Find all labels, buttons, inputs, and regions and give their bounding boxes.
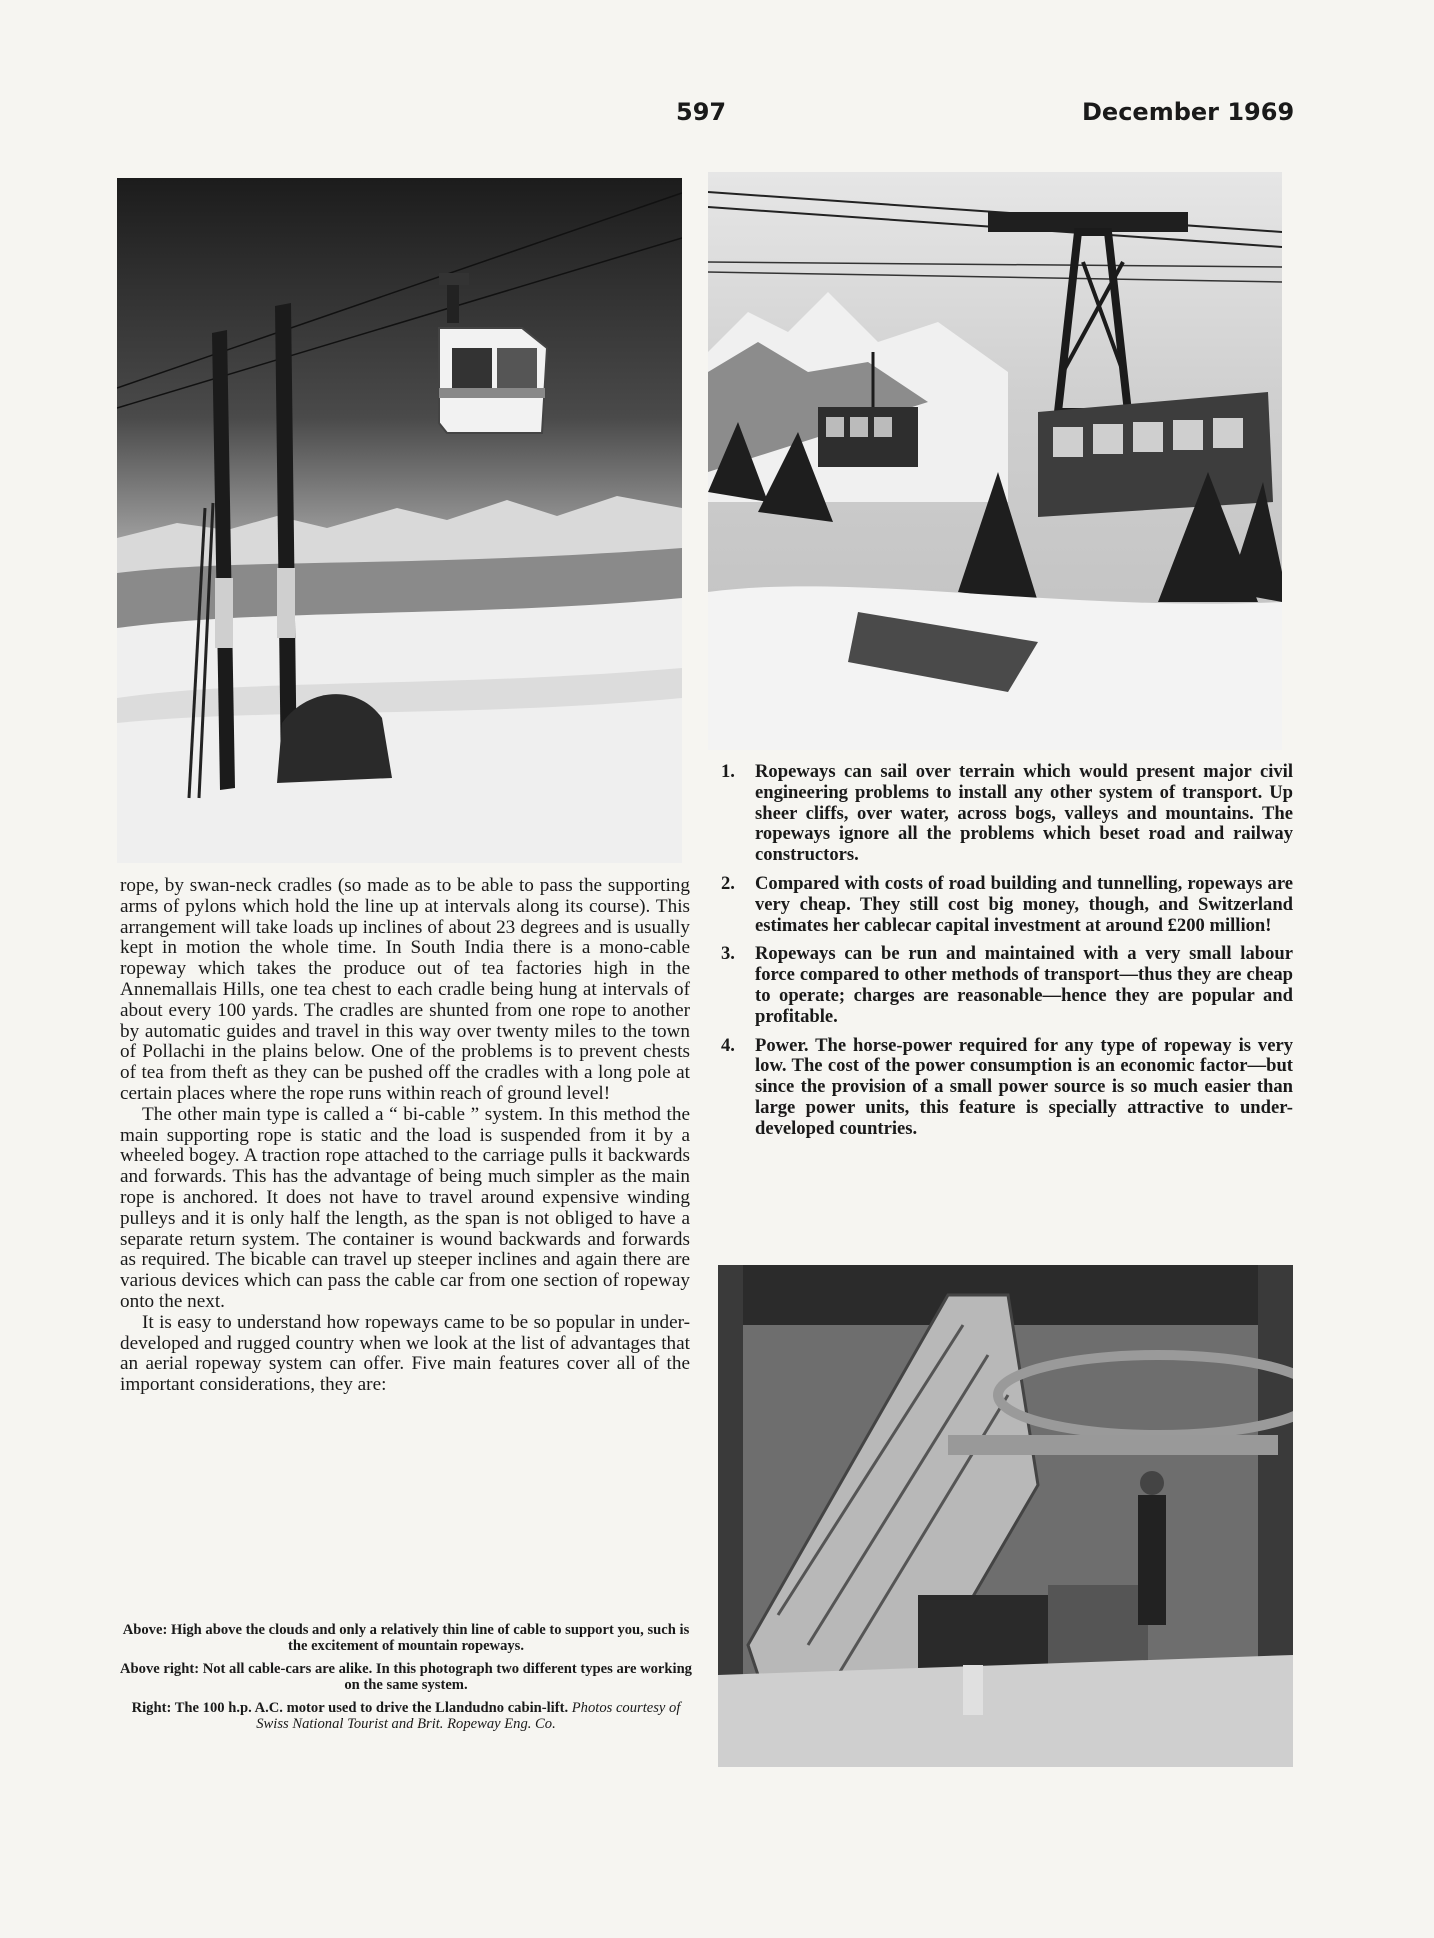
photo-captions	[120, 1622, 692, 1739]
caption-right: Right: The 100 h.p. A.C. motor used to drive the Llandudno cabin-lift. Photos courtesy of Swiss National Tourist and Brit. Ropeway Eng. Co.	[131, 1700, 681, 1732]
list-item: 2. Compared with costs of road building and tunnelling, ropeways are very cheap. They still cost big money, though, and Switzerland estimates her cablecar capital investment at around £200 million!	[721, 872, 1293, 936]
list-item: 1. Ropeways can sail over terrain which would present major civil engineering problems to install any other system of transport. Up sheer cliffs, over water, across bogs, valleys and mountains. The ropeways ignore all the problems which beset road and railway constructors.	[721, 761, 1293, 866]
body-paragraph: rope, by swan-neck cradles (so made as to be able to pass the supporting arms of pylons which hold the line up at intervals along its course). This arrangement will take loads up inclines of about 23 degrees and is usually kept in motion the whole time. In South India there is a mono-cable ropeway which takes the produce out of tea factories high in the Annemallais Hills, one tea chest to each cradle being hung at intervals of about every 100 yards. The cradles are shunted from one rope to another by automatic guides and travel in this way over twenty miles to the town of Pollachi in the plains below. One of the problems is to prevent chests of tea from theft as they can be pushed off the cradles with a long pole at certain places where the rope runs within reach of ground level!	[120, 875, 690, 1104]
features-list	[718, 762, 1293, 1148]
motor-room-photo	[718, 1265, 1293, 1767]
page-number: 597	[676, 98, 727, 126]
bicable-cars-photo	[708, 172, 1282, 750]
article-body	[120, 876, 690, 1396]
caption-above-right: Above right: Not all cable-cars are alike. In this photograph two different types are working on the same system.	[120, 1661, 692, 1693]
ski-cable-car-photo	[117, 178, 682, 863]
list-item: 3. Ropeways can be run and maintained with a very small labour force compared to other methods of transport—thus they are cheap to operate; charges are reasonable—hence they are popular and profitable.	[721, 943, 1293, 1027]
body-paragraph: The other main type is called a “ bi-cable ” system. In this method the main supporting rope is static and the load is suspended from it by a wheeled bogey. A traction rope attached to the carriage pulls it backwards and forwards. This has the advantage of being much simpler as the main rope is anchored. It does not have to travel around expensive winding pulleys and it is only half the length, as the span is not obliged to have a separate return system. The container is wound backwards and forwards as required. The bicable can travel up steeper inclines and again there are various devices which can pass the cable car from one section of ropeway onto the next.	[120, 1103, 690, 1312]
caption-above: Above: High above the clouds and only a relatively thin line of cable to support you, such is the excitement of mountain ropeways.	[122, 1622, 690, 1654]
list-item: 4. Power. The horse-power required for any type of ropeway is very low. The cost of the power consumption is an economic factor—but since the provision of a small power source is so much easier than large power units, this feature is specially attractive to under-developed countries.	[721, 1034, 1293, 1139]
photo-credit: Photos courtesy of Swiss National Tourist and Brit. Ropeway Eng. Co.	[256, 1700, 681, 1732]
body-paragraph: It is easy to understand how ropeways came to be so popular in under-developed and rugged country when we look at the list of advantages that an aerial ropeway system can offer. Five main features cover all of the important considerations, they are:	[120, 1311, 690, 1396]
issue-date: December 1969	[1082, 98, 1295, 126]
